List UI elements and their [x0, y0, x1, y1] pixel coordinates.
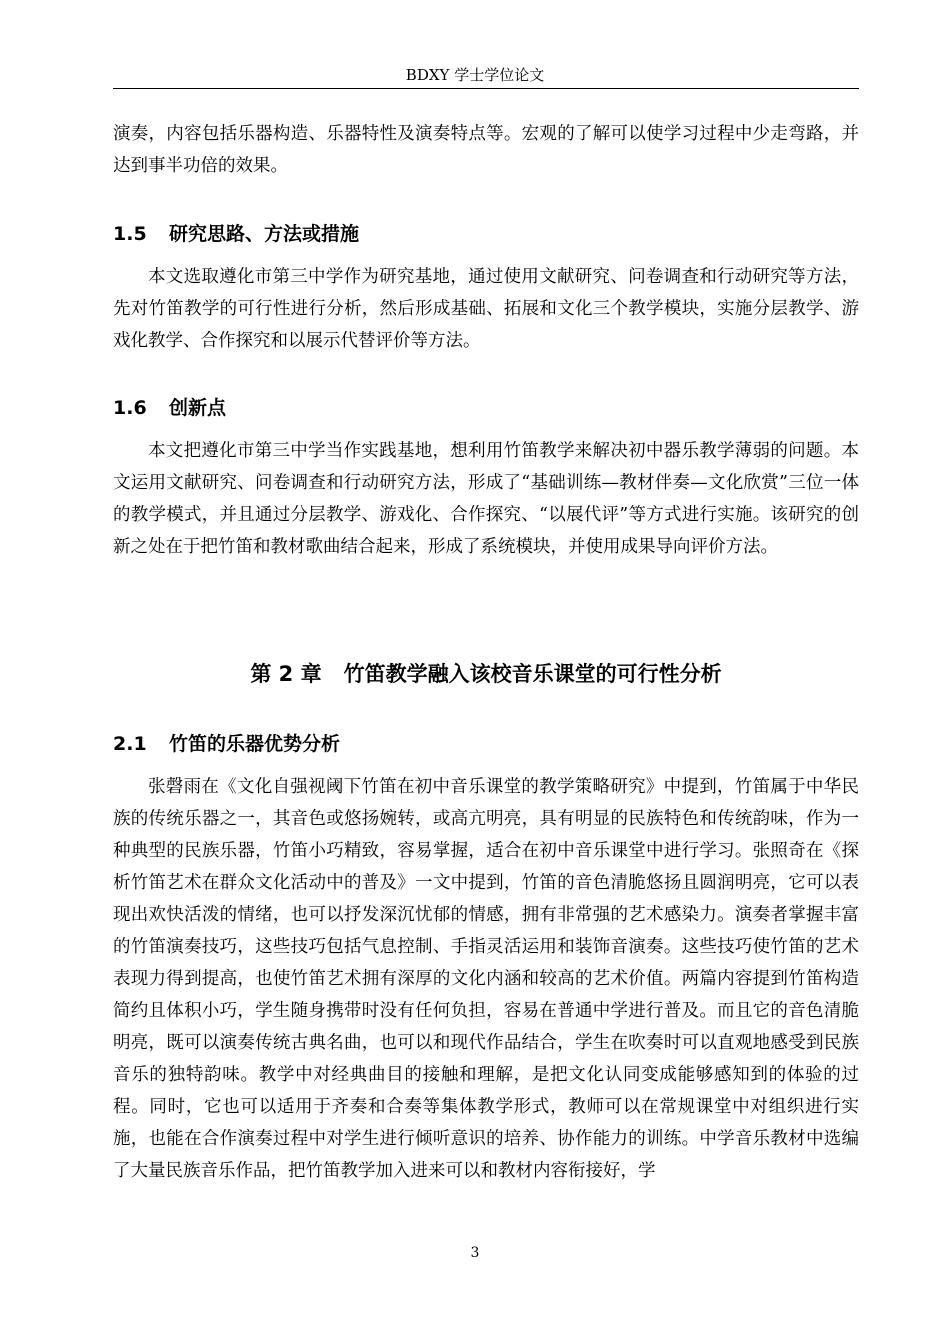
page-number: 3	[470, 1245, 480, 1261]
chapter-number: 第 2 章	[250, 662, 322, 686]
chapter-title: 竹笛教学融入该校音乐课堂的可行性分析	[343, 662, 722, 686]
section-title: 竹笛的乐器优势分析	[169, 733, 341, 755]
header-divider	[113, 88, 859, 89]
section-number: 1.6	[113, 397, 147, 419]
section-title: 研究思路、方法或措施	[169, 223, 360, 245]
section-title: 创新点	[169, 397, 227, 419]
chapter-heading	[113, 659, 859, 689]
section-heading-2-1	[113, 731, 859, 757]
section-heading-1-6	[113, 395, 859, 421]
section-number: 1.5	[113, 223, 147, 245]
section-heading-1-5	[113, 221, 859, 247]
running-header: BDXY 学士学位论文	[405, 66, 545, 84]
section-number: 2.1	[113, 733, 147, 755]
paragraph-2-1: 张磬雨在《文化自强视阈下竹笛在初中音乐课堂的教学策略研究》中提到，竹笛属于中华民族的传统乐器之一，其音色或悠扬婉转，或高亢明亮，具有明显的民族特色和传统韵味，作为一种典型的民族乐器，竹笛小巧精致，容易掌握，适合在初中音乐课堂中进行学习。张照奇在《探析竹笛艺术在群众文化活动中的普及》一文中提到，竹笛的音色清脆悠扬且圆润明亮，它可以表现出欢快活泼的情绪，也可以抒发深沉忧郁的情感，拥有非常强的艺术感染力。演奏者掌握丰富的竹笛演奏技巧，这些技巧包括气息控制、手指灵活运用和装饰音演奏。这些技巧使竹笛的艺术表现力得到提高，也使竹笛艺术拥有深厚的文化内涵和较高的艺术价值。两篇内容提到竹笛构造简约且体积小巧，学生随身携带时没有任何负担，容易在普通中学进行普及。而且它的音色清脆明亮，既可以演奏传统古典名曲，也可以和现代作品结合，学生在吹奏时可以直观地感受到民族音乐的独特韵味。教学中对经典曲目的接触和理解，是把文化认同变成能够感知到的体验的过程。同时，它也可以适用于齐奏和合奏等集体教学形式，教师可以在常规课堂中对组织进行实施，也能在合作演奏过程中对学生进行倾听意识的培养、协作能力的训练。中学音乐教材中选编了大量民族音乐作品，把竹笛教学加入进来可以和教材内容衔接好，学	[113, 777, 859, 1181]
paragraph-1-6: 本文把遵化市第三中学当作实践基地，想利用竹笛教学来解决初中器乐教学薄弱的问题。本文运用文献研究、问卷调查和行动研究方法，形成了“基础训练—教材伴奏—文化欣赏”三位一体的教学模式，并且通过分层教学、游戏化、合作探究、“以展代评”等方式进行实施。该研究的创新之处在于把竹笛和教材歌曲结合起来，形成了系统模块，并使用成果导向评价方法。	[113, 441, 859, 557]
paragraph-1-5: 本文选取遵化市第三中学作为研究基地，通过使用文献研究、问卷调查和行动研究等方法，先对竹笛教学的可行性进行分析，然后形成基础、拓展和文化三个教学模块，实施分层教学、游戏化教学、合作探究和以展示代替评价等方法。	[113, 267, 859, 351]
paragraph-intro: 演奏，内容包括乐器构造、乐器特性及演奏特点等。宏观的了解可以使学习过程中少走弯路，并达到事半功倍的效果。	[113, 124, 859, 176]
